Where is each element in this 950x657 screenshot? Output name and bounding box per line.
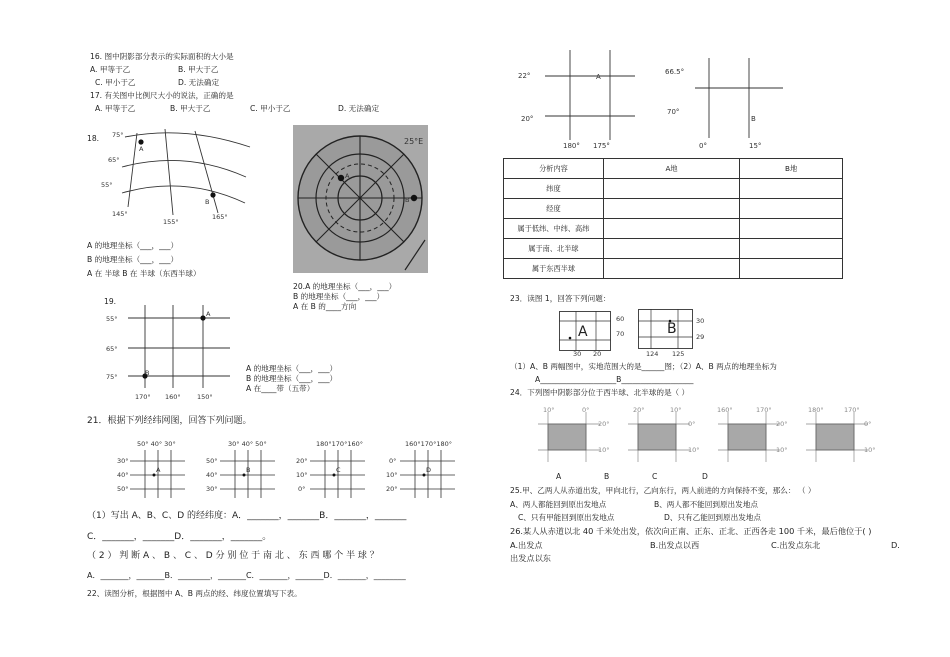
q19-point-a: A	[206, 310, 211, 318]
q18-line-hemisphere: A 在 半球 B 在 半球（东西半球）	[87, 269, 201, 278]
q21-g2-lat-3: 30°	[206, 485, 218, 493]
q24-a-right-1: 20°	[598, 420, 610, 428]
table-row-label: 属于低纬、中纬、高纬	[504, 219, 604, 239]
q21-stem: 21．根据下列经纬网图，回答下列问题。	[87, 416, 252, 426]
q26-option-d-text: 出发点以东	[510, 553, 551, 563]
q24-c-top-1: 160°	[717, 406, 733, 414]
q18-point-a: A	[139, 145, 144, 153]
q21-g1-top-labels: 50° 40° 30°	[137, 440, 176, 448]
q21-g2-lat-2: 40°	[206, 471, 218, 479]
q21-g1-lat-2: 40°	[117, 471, 129, 479]
q21-g3-lat-1: 20°	[296, 457, 308, 465]
q23-map-b-right-2: 29	[696, 333, 705, 341]
q18-lat-65: 65°	[108, 156, 120, 164]
q25-stem: 25.甲、乙两人从赤道出发，甲向北行，乙向东行，两人前进的方向保持不变，那么： （ ）	[510, 486, 816, 495]
q21-g3-top-labels: 180°170°160°	[316, 440, 363, 448]
q23-stem: 23．读图 1，回答下列问题：	[510, 294, 611, 303]
q26-option-b: B.出发点以西	[650, 540, 700, 550]
q23-map-b	[638, 309, 693, 349]
q21-grid-c	[310, 450, 365, 498]
q24-b-top-2: 10°	[670, 406, 682, 414]
polar-point-b: B	[405, 196, 410, 204]
q21-sub1-continued: C．_______，_______D．_______，_______。	[87, 532, 272, 542]
q24-d-right-1: 0°	[864, 420, 872, 428]
q21-g4-lat-1: 0°	[389, 457, 397, 465]
q16-option-b: B. 甲大于乙	[178, 65, 219, 74]
q21-g1-point: A	[156, 466, 161, 474]
q22-grid-a	[545, 48, 640, 143]
q21-g3-point: C	[336, 466, 341, 474]
q22-ga-lon-180: 180°	[563, 142, 580, 150]
q24-b-right-1: 0°	[688, 420, 696, 428]
q22-stem: 22、读图分析，根据图中 A、B 两点的经、纬度位置填写下表。	[87, 589, 302, 598]
q21-g1-lat-3: 50°	[117, 485, 129, 493]
q26-option-d: D.	[891, 540, 900, 550]
q18-lat-75: 75°	[112, 131, 124, 139]
polar-meridian-label: 25°E	[404, 137, 424, 146]
q24-b-right-2: 10°	[688, 446, 700, 454]
q23-map-b-bottom-2: 125	[672, 350, 685, 358]
table-answer-cell[interactable]	[740, 259, 843, 279]
q25-option-b: B、两人都不能回到原出发地点	[654, 500, 758, 509]
q19-graticule	[120, 300, 240, 392]
q19-lat-55: 55°	[106, 315, 118, 323]
table-row	[504, 259, 843, 279]
q18-point-b: B	[205, 198, 210, 206]
q22-grid-b	[695, 58, 785, 140]
q22-gb-lat-66: 66.5°	[665, 68, 685, 76]
q22-ga-lat-20: 20°	[521, 115, 534, 123]
q26-stem: 26.某人从赤道以北 40 千米处出发，依次向正南、正东、正北、正西各走 100 千米，最后他位于( )	[510, 526, 872, 536]
q23-map-a-right-2: 70	[616, 330, 625, 338]
q18-line-a: A 的地理坐标（___，___）	[87, 241, 179, 250]
q24-b-top-1: 20°	[633, 406, 645, 414]
q24-d-right-2: 10°	[864, 446, 876, 454]
q22-ga-point: A	[596, 73, 601, 81]
table-answer-cell[interactable]	[740, 219, 843, 239]
q24-option-d[interactable]: D	[702, 472, 708, 481]
table-answer-cell[interactable]	[603, 239, 739, 259]
q18-line-b: B 的地理坐标（___，___）	[87, 255, 179, 264]
q16-stem: 16. 图中阴影部分表示的实际面积的大小是	[90, 52, 234, 61]
q21-grid-d	[400, 450, 455, 498]
q19-lat-75: 75°	[106, 373, 118, 381]
table-header-cell: B地	[740, 159, 843, 179]
q21-g4-lat-3: 20°	[386, 485, 398, 493]
q24-option-c[interactable]: C	[652, 472, 658, 481]
q21-sub1: （1）写出 A、B、C、D 的经纬度：A．_______，_______B．_______，_______	[87, 511, 407, 521]
table-answer-cell[interactable]	[740, 199, 843, 219]
table-row-label: 经度	[504, 199, 604, 219]
q21-g4-point: D	[426, 466, 432, 474]
q20-line-a: 20.A 的地理坐标（___，___）	[293, 282, 397, 291]
table-row-label: 属于南、北半球	[504, 239, 604, 259]
q25-option-c: C、只有甲能回到原出发地点	[518, 513, 615, 522]
q21-sub2: （ 2 ） 判 断 A 、 B 、 C 、 D 分 别 位 于 南 北 、 东 西 哪 个 半 球 ？	[87, 551, 379, 561]
q23-map-a-right-1: 60	[616, 315, 625, 323]
q23-map-b-right-1: 30	[696, 317, 705, 325]
q20-line-direction: A 在 B 的____方向	[293, 302, 357, 311]
q17-option-d: D. 无法确定	[338, 104, 380, 113]
table-row-label: 纬度	[504, 179, 604, 199]
table-answer-cell[interactable]	[603, 199, 739, 219]
q24-a-right-2: 10°	[598, 446, 610, 454]
q21-grid-a	[130, 450, 185, 498]
q23-sub1: （1）A、B 两幅图中，实地范围大的是______图；（2）A、B 两点的地理坐标为	[510, 362, 777, 371]
q19-number: 19.	[104, 297, 117, 306]
q24-c-top-2: 170°	[756, 406, 772, 414]
q24-d-top-2: 170°	[844, 406, 860, 414]
q23-sub2: A____________________B___________________	[535, 375, 694, 384]
q23-map-a-letter: A	[578, 324, 588, 340]
q17-stem: 17. 有关图中比例尺大小的说法，正确的是	[90, 91, 234, 100]
q21-g2-top-labels: 30° 40° 50°	[228, 440, 267, 448]
q23-map-b-letter: B	[667, 321, 677, 337]
q19-lon-160: 160°	[165, 393, 181, 401]
q24-c-right-1: 20°	[776, 420, 788, 428]
table-row-label: 属于东西半球	[504, 259, 604, 279]
table-header-cell: 分析内容	[504, 159, 604, 179]
table-row	[504, 199, 843, 219]
q20-line-b: B 的地理坐标（___，___）	[293, 292, 385, 301]
table-answer-cell[interactable]	[603, 219, 739, 239]
table-answer-cell[interactable]	[603, 179, 739, 199]
table-row	[504, 239, 843, 259]
q19-lat-65: 65°	[106, 345, 118, 353]
q21-g1-lat-1: 30°	[117, 457, 129, 465]
q17-option-c: C. 甲小于乙	[250, 104, 291, 113]
q21-g2-lat-1: 50°	[206, 457, 218, 465]
q22-ga-lat-22: 22°	[518, 72, 531, 80]
q18-number: 18.	[87, 134, 100, 143]
q22-analysis-table	[503, 158, 843, 279]
q19-point-b: B	[145, 369, 150, 377]
q21-g3-lat-3: 0°	[298, 485, 306, 493]
q17-option-a: A. 甲等于乙	[95, 104, 136, 113]
q19-lon-150: 150°	[197, 393, 213, 401]
q16-option-c: C. 甲小于乙	[95, 78, 136, 87]
q19-line-a: A 的地理坐标（___，___）	[246, 364, 338, 373]
table-answer-cell[interactable]	[603, 259, 739, 279]
q22-ga-lon-175: 175°	[593, 142, 610, 150]
q22-gb-lon-15: 15°	[749, 142, 762, 150]
q22-gb-lon-0: 0°	[699, 142, 707, 150]
q23-map-a-bottom-1: 30	[573, 350, 582, 358]
q24-option-b[interactable]: B	[604, 472, 610, 481]
q16-option-a: A. 甲等于乙	[90, 65, 131, 74]
table-header-row	[504, 159, 843, 179]
q22-gb-lat-70: 70°	[667, 108, 680, 116]
q21-sub2-answers: A．_______，_______B．________，_______C．_______，_______D．_______，________	[87, 571, 406, 580]
q17-option-b: B. 甲大于乙	[170, 104, 211, 113]
q24-a-top-2: 0°	[582, 406, 590, 414]
q23-map-a-bottom-2: 20	[593, 350, 602, 358]
table-answer-cell[interactable]	[740, 239, 843, 259]
q16-option-d: D. 无法确定	[178, 78, 220, 87]
q24-a-top-1: 10°	[543, 406, 555, 414]
table-row	[504, 179, 843, 199]
q21-g4-top-labels: 160°170°180°	[405, 440, 452, 448]
table-row	[504, 219, 843, 239]
table-header-cell: A地	[603, 159, 739, 179]
q23-map-b-bottom-1: 124	[646, 350, 659, 358]
q26-option-a: A.出发点	[510, 540, 543, 550]
q19-line-b: B 的地理坐标（___，___）	[246, 374, 338, 383]
q18-lon-155: 155°	[163, 218, 179, 226]
q21-grid-b	[220, 450, 275, 498]
q21-g3-lat-2: 10°	[296, 471, 308, 479]
q19-lon-170: 170°	[135, 393, 151, 401]
table-answer-cell[interactable]	[740, 179, 843, 199]
q24-d-top-1: 180°	[808, 406, 824, 414]
q21-g4-lat-2: 10°	[386, 471, 398, 479]
q18-lon-165: 165°	[212, 213, 228, 221]
q22-gb-point: B	[751, 115, 756, 123]
q18-lon-145: 145°	[112, 210, 128, 218]
q19-line-zone: A 在____带（五带）	[246, 384, 315, 393]
polar-point-a: A	[345, 172, 350, 180]
q26-option-c: C.出发点东北	[771, 540, 821, 550]
q18-lat-55: 55°	[101, 181, 113, 189]
q24-stem: 24．下列图中阴影部分位于西半球、北半球的是（ ）	[510, 388, 690, 397]
q25-option-a: A、两人都能回到原出发地点	[510, 500, 607, 509]
q21-g2-point: B	[246, 466, 251, 474]
q24-option-a[interactable]: A	[556, 472, 562, 481]
q25-option-d: D、只有乙能回到原出发地点	[664, 513, 761, 522]
q24-c-right-2: 10°	[776, 446, 788, 454]
